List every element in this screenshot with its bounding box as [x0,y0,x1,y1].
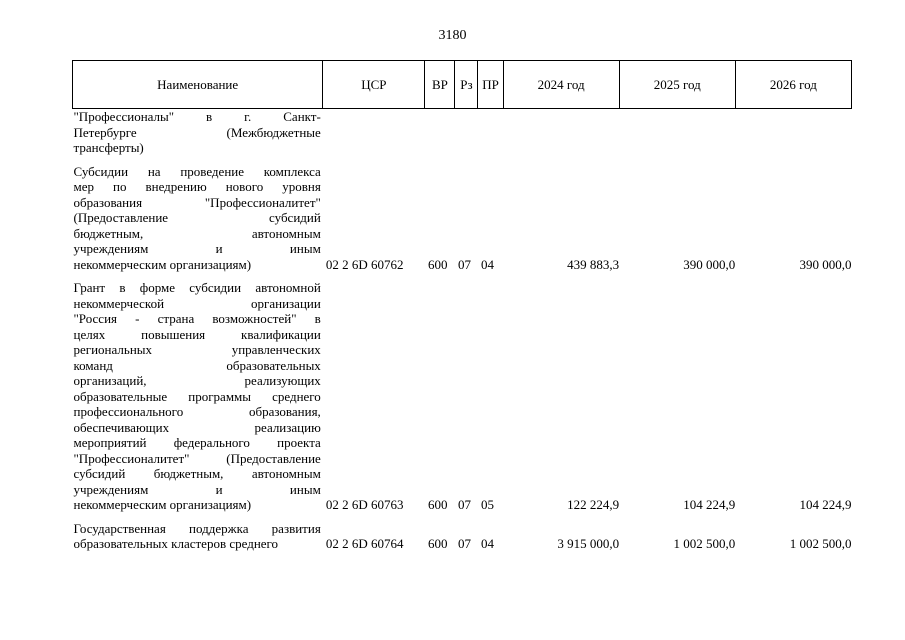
row-name-line: образовательных кластеров среднего [73,536,279,551]
row-spacer [73,513,852,521]
row-pr-cell: 04 [480,256,494,272]
header-2024: 2024 год [503,61,619,109]
row-2025-cell: 1 002 500,0 [673,536,736,551]
table-body [73,109,852,552]
row-name-line: целях повышения квалификации [73,326,321,342]
header-2026: 2026 год [735,61,851,109]
row-csr-cell: 02 2 6D 60763 [325,497,404,512]
table-row [73,280,852,513]
row-2026-cell: 390 000,0 [799,256,852,272]
row-name-line: некоммерческим организациям) [73,256,252,272]
row-name-cell [73,280,323,513]
row-name-cell [73,521,323,552]
row-name-line: учреждениям и иным [73,481,321,497]
row-2025-cell: 390 000,0 [683,256,736,272]
row-name-line: субсидий бюджетным, автономным [73,466,321,481]
row-name-line: "Профессионалы" в г. Санкт- [73,109,321,124]
row-vr-cell: 600 [427,536,448,551]
row-name-line: образовательные программы среднего [73,388,321,404]
row-name-line: некоммерческим организациям) [73,497,252,512]
row-name-line: бюджетным, автономным [73,225,321,241]
spacer-cell [73,156,852,164]
row-pr-cell [478,109,503,156]
row-name-line: профессионального образования, [73,404,321,419]
header-pr: ПР [478,61,503,109]
row-spacer [73,272,852,280]
row-csr-cell: 02 2 6D 60764 [325,536,404,551]
row-name-line: мер по внедрению нового уровня [73,179,321,194]
table-row [73,521,852,552]
spacer-cell [73,513,852,521]
row-2026-cell: 104 224,9 [799,497,852,512]
row-name-cell [73,109,323,156]
row-vr-cell [425,109,455,156]
row-name-line: трансферты) [73,140,144,155]
table-header-row [73,61,852,109]
row-name-line: региональных управленческих [73,342,321,357]
row-csr-cell: 02 2 6D 60762 [325,256,404,272]
row-name-line: (Предоставление субсидий [73,210,321,225]
header-name: Наименование [73,61,323,109]
row-name-line: образования "Профессионалитет" [73,194,321,210]
row-2025-cell [619,109,735,156]
row-name-line: "Профессионалитет" (Предоставление [73,450,321,466]
row-name-line: Петербурге (Межбюджетные [73,124,321,140]
row-2024-cell: 3 915 000,0 [557,536,620,551]
row-rz-cell [455,109,478,156]
row-name-line: учреждениям и иным [73,241,321,256]
budget-table [72,60,852,552]
page-number: 3180 [438,28,467,43]
header-2025: 2025 год [619,61,735,109]
row-name-line: некоммерческой организации [73,295,321,311]
header-csr: ЦСР [323,61,425,109]
row-2026-cell [735,109,851,156]
row-pr-cell: 05 [480,497,494,512]
row-2025-cell: 104 224,9 [683,497,736,512]
row-spacer [73,156,852,164]
row-csr-cell [323,109,425,156]
row-rz-cell: 07 [457,497,471,512]
row-name-line: организаций, реализующих [73,373,321,388]
row-name-line: Государственная поддержка развития [73,520,321,536]
row-name-line: мероприятий федерального проекта [73,435,321,450]
row-vr-cell: 600 [427,256,448,272]
row-2024-cell [503,109,619,156]
row-vr-cell: 600 [427,497,448,512]
table-row [73,164,852,273]
spacer-cell [73,272,852,280]
row-name-line: Субсидии на проведение комплекса [73,163,321,179]
row-rz-cell: 07 [457,536,471,551]
row-name-line: команд образовательных [73,357,321,373]
header-vr: ВР [425,61,455,109]
header-rz: Рз [455,61,478,109]
row-rz-cell: 07 [457,256,471,272]
row-2026-cell: 1 002 500,0 [789,536,852,551]
row-2024-cell: 122 224,9 [567,497,620,512]
table-row [73,109,852,156]
row-name-line: обеспечивающих реализацию [73,419,321,435]
row-pr-cell: 04 [480,536,494,551]
row-name-line: Грант в форме субсидии автономной [73,280,321,295]
row-name-cell [73,164,323,273]
row-name-line: "Россия - страна возможностей" в [73,311,321,326]
row-2024-cell: 439 883,3 [567,256,620,272]
